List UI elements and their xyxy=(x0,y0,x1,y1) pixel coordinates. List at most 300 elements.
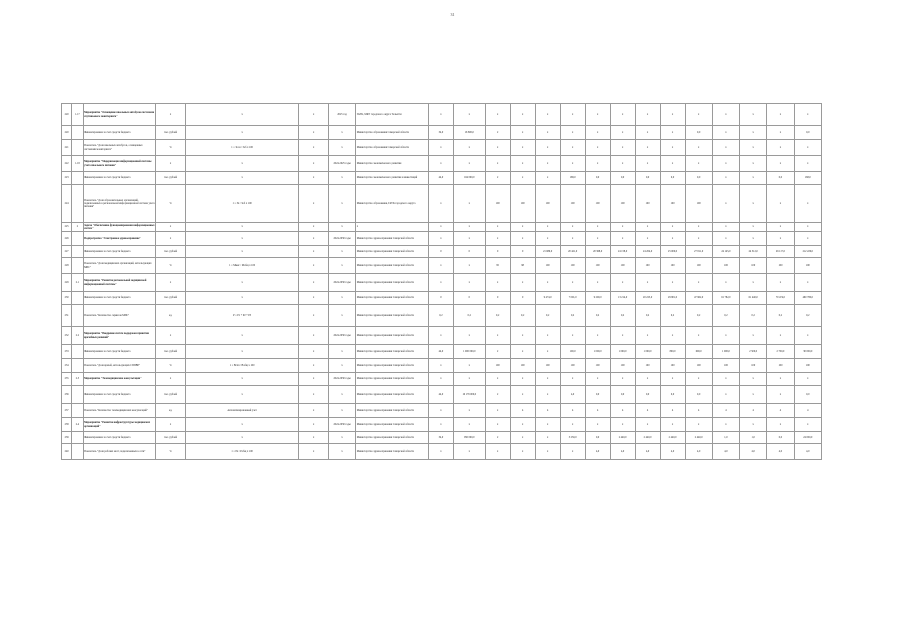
table-cell: 44,0 xyxy=(428,386,453,404)
table-cell: 3 250,0 xyxy=(560,432,585,444)
table-cell: Министерство здравоохранения Самарской области xyxy=(356,359,429,373)
table-cell: х xyxy=(453,156,485,172)
table-cell: 235 xyxy=(62,373,72,386)
table-cell: х xyxy=(299,404,329,418)
table-cell: 0,0 xyxy=(685,386,712,404)
table-cell: х xyxy=(299,172,329,185)
table-cell: х xyxy=(585,156,610,172)
table-cell: х xyxy=(660,327,685,345)
table-cell: ед. xyxy=(156,404,186,418)
table-cell: 4,0 xyxy=(660,444,685,460)
table-cell: 9 474,0 xyxy=(535,292,560,305)
table-cell: х xyxy=(156,327,186,345)
table-cell: х xyxy=(535,156,560,172)
table-cell: х xyxy=(328,432,355,444)
table-cell: 168,0 xyxy=(560,172,585,185)
table-cell: х xyxy=(740,156,767,172)
table-cell: 2 500,0 xyxy=(740,345,767,359)
table-cell: х xyxy=(156,156,186,172)
table-cell: х xyxy=(299,126,329,140)
table-cell: х xyxy=(635,223,660,232)
table-cell: х xyxy=(535,172,560,185)
table-cell: 0 xyxy=(485,292,510,305)
table-cell: х xyxy=(428,359,453,373)
table-cell: х xyxy=(453,373,485,386)
table-cell: Министерство здравоохранения Самарской области xyxy=(356,404,429,418)
table-cell: х xyxy=(635,232,660,246)
table-cell: х xyxy=(185,172,299,185)
table-cell: 2 440,0 xyxy=(635,432,660,444)
table-cell: 100 xyxy=(585,359,610,373)
table-cell: Министерство здравоохранения Самарской области xyxy=(356,386,429,404)
table-cell: 0,0 xyxy=(585,172,610,185)
table-cell: 0,2 xyxy=(585,305,610,327)
table-cell: х xyxy=(660,140,685,156)
program-table xyxy=(61,103,822,460)
table-cell: х xyxy=(535,327,560,345)
table-cell: х xyxy=(740,373,767,386)
table-cell: х xyxy=(328,140,355,156)
table-cell: 220 xyxy=(62,126,72,140)
table-cell: х xyxy=(535,444,560,460)
table-cell: 950 000,0 xyxy=(453,432,485,444)
table-cell: 212 226,0 xyxy=(794,246,821,258)
table-cell: х xyxy=(299,386,329,404)
table-cell: 100 xyxy=(560,359,585,373)
table-cell: ед. xyxy=(156,305,186,327)
table-cell: х xyxy=(328,126,355,140)
table-cell: 100 xyxy=(535,359,560,373)
table-row xyxy=(62,432,822,444)
table-cell: 232 xyxy=(62,327,72,345)
table-cell: % xyxy=(156,444,186,460)
table-cell: х xyxy=(740,327,767,345)
table-cell xyxy=(72,386,83,404)
table-cell: х xyxy=(610,223,635,232)
table-cell: 100 xyxy=(635,359,660,373)
table-cell: 2 440,0 xyxy=(610,432,635,444)
table-cell xyxy=(72,432,83,444)
table-row xyxy=(62,232,822,246)
table-cell xyxy=(72,140,83,156)
table-cell: х xyxy=(535,274,560,292)
table-cell: х xyxy=(610,373,635,386)
table-cell xyxy=(72,305,83,327)
table-cell: х xyxy=(510,432,535,444)
table-cell: х xyxy=(485,373,510,386)
table-cell: х xyxy=(428,104,453,126)
table-cell: 95 xyxy=(485,258,510,274)
table-cell: х xyxy=(299,327,329,345)
table-cell xyxy=(72,126,83,140)
table-cell: х xyxy=(328,444,355,460)
table-cell: 4,0 xyxy=(610,444,635,460)
table-cell: х xyxy=(485,444,510,460)
table-cell: х xyxy=(299,246,329,258)
table-cell: % xyxy=(156,258,186,274)
table-cell: тыс. рублей xyxy=(156,172,186,185)
table-cell xyxy=(72,359,83,373)
table-cell: 34,0 xyxy=(428,126,453,140)
table-cell: х xyxy=(535,345,560,359)
table-cell: х xyxy=(185,223,299,232)
table-cell: х xyxy=(156,274,186,292)
table-cell: Министерство экономического развития и инвестиций xyxy=(356,172,429,185)
table-cell: 0 xyxy=(428,246,453,258)
table-cell: х xyxy=(299,140,329,156)
table-cell: 236 xyxy=(62,386,72,404)
table-cell: х xyxy=(740,418,767,432)
table-cell: 2024-2030 годы xyxy=(328,418,355,432)
table-cell: 4,0 xyxy=(712,444,739,460)
table-cell: х xyxy=(560,126,585,140)
table-cell: х xyxy=(510,373,535,386)
table-cell: х xyxy=(156,373,186,386)
table-cell: х xyxy=(660,274,685,292)
table-cell: 100 xyxy=(510,359,535,373)
table-cell: 2.1 xyxy=(72,274,83,292)
table-cell: х xyxy=(685,140,712,156)
table-cell: х xyxy=(685,232,712,246)
row-description-cell: Мероприятие "Телемедицинские консультации" xyxy=(83,373,156,386)
table-cell: 100 xyxy=(510,185,535,223)
table-cell: х xyxy=(635,327,660,345)
table-row xyxy=(62,156,822,172)
table-cell: х xyxy=(660,223,685,232)
table-cell: 1,0 xyxy=(712,432,739,444)
table-cell: 234 xyxy=(62,359,72,373)
table-cell: х xyxy=(485,223,510,232)
table-cell: х xyxy=(185,274,299,292)
table-cell: х xyxy=(453,185,485,223)
row-description-cell: Финансирование за счет средств бюджета xyxy=(83,345,156,359)
table-cell: 4 xyxy=(767,404,794,418)
table-cell: х xyxy=(485,327,510,345)
table-cell: х xyxy=(660,418,685,432)
table-cell: 4 xyxy=(635,404,660,418)
table-cell: х xyxy=(635,156,660,172)
table-cell xyxy=(72,246,83,258)
table-cell: х xyxy=(299,418,329,432)
table-cell: 13 214,0 xyxy=(610,292,635,305)
table-cell: 25 000,0 xyxy=(660,246,685,258)
row-description-cell: Показатель "Доля медицинских организаций, использующих МИС" xyxy=(83,258,156,274)
table-cell: 30 000,0 xyxy=(794,345,821,359)
table-cell: Министерство образования Самарской области xyxy=(356,140,429,156)
table-cell: х xyxy=(740,386,767,404)
table-cell: х xyxy=(767,418,794,432)
table-cell: х xyxy=(428,404,453,418)
table-cell: 2024-2030 годы xyxy=(328,373,355,386)
table-row xyxy=(62,305,822,327)
table-cell: 1.18 xyxy=(72,156,83,172)
table-cell: х xyxy=(660,232,685,246)
table-cell: х xyxy=(485,104,510,126)
table-cell: 0 xyxy=(510,292,535,305)
row-description-cell: Показатель "Доля врачей, использующих СППВР" xyxy=(83,359,156,373)
table-cell: х xyxy=(185,232,299,246)
table-cell: Министерство здравоохранения Самарской области xyxy=(356,274,429,292)
table-cell: 20 421,0 xyxy=(560,246,585,258)
table-cell: х xyxy=(510,444,535,460)
table-cell: 100,0 xyxy=(560,345,585,359)
table-cell: х xyxy=(453,258,485,274)
table-cell: х xyxy=(185,327,299,345)
table-cell: 2.3 xyxy=(72,373,83,386)
table-cell: х xyxy=(328,172,355,185)
table-cell: 27 811,0 xyxy=(685,246,712,258)
table-cell: х xyxy=(185,246,299,258)
table-cell: х xyxy=(356,223,429,232)
table-cell: х xyxy=(510,223,535,232)
table-cell: 0,2 xyxy=(660,305,685,327)
table-cell: х xyxy=(510,386,535,404)
table-cell: тыс. рублей xyxy=(156,246,186,258)
row-description-cell: Мероприятие "Развитие региональной медицинской информационной системы" xyxy=(83,274,156,292)
table-row xyxy=(62,104,822,126)
table-cell: 1 = Зп / Зоб х 100 xyxy=(185,185,299,223)
table-cell: 4,0 xyxy=(685,444,712,460)
table-cell: х xyxy=(794,104,821,126)
table-cell: 0 xyxy=(453,292,485,305)
table-cell: 1 000 000,0 xyxy=(453,345,485,359)
table-row xyxy=(62,327,822,345)
table-cell: 0,2 xyxy=(794,305,821,327)
table-cell: х xyxy=(299,258,329,274)
table-cell: х xyxy=(510,274,535,292)
table-cell: 4,0 xyxy=(767,444,794,460)
table-cell: 800,0 xyxy=(660,345,685,359)
table-cell: х xyxy=(299,223,329,232)
table-cell: х xyxy=(185,292,299,305)
table-cell: 0,0 xyxy=(585,432,610,444)
table-cell xyxy=(72,444,83,460)
table-cell: х xyxy=(428,444,453,460)
table-cell: 228 xyxy=(62,258,72,274)
table-cell: 100 xyxy=(794,359,821,373)
table-cell: х xyxy=(585,104,610,126)
table-cell: 4 xyxy=(794,404,821,418)
row-description-cell: Показатель "Доля образовательных организаций, подключенных к региональной информационной системе учета питания" xyxy=(83,185,156,223)
table-cell: х xyxy=(585,418,610,432)
table-cell: 220 xyxy=(62,104,72,126)
table-cell: х xyxy=(428,418,453,432)
table-cell: 2 440,0 xyxy=(685,432,712,444)
table-cell: х xyxy=(535,386,560,404)
table-cell: х xyxy=(299,156,329,172)
table-cell: 4 xyxy=(740,404,767,418)
table-cell: х xyxy=(585,126,610,140)
table-cell: Министерство здравоохранения Самарской области xyxy=(356,258,429,274)
table-cell: 2024-2030 годы xyxy=(328,327,355,345)
table-cell: х xyxy=(794,223,821,232)
table-cell: 2025 год xyxy=(328,104,355,126)
table-cell: 4,0 xyxy=(794,444,821,460)
table-cell: 2024-2030 годы xyxy=(328,232,355,246)
table-cell: х xyxy=(299,359,329,373)
table-cell: х xyxy=(299,232,329,246)
table-cell: х xyxy=(767,156,794,172)
table-cell: 0,2 xyxy=(453,305,485,327)
table-cell: 0,0 xyxy=(767,172,794,185)
table-cell: х xyxy=(740,140,767,156)
row-description-cell: Задача "Обеспечение функционирования информационных систем" xyxy=(84,223,155,230)
table-cell: Министерство здравоохранения Самарской области xyxy=(356,327,429,345)
table-cell: 2024-2025 годы xyxy=(328,156,355,172)
table-cell: х xyxy=(685,104,712,126)
table-cell: 2024-2030 годы xyxy=(328,274,355,292)
table-cell: 24 158,0 xyxy=(610,246,635,258)
table-cell: 0 xyxy=(453,246,485,258)
table-cell: 1,0 xyxy=(740,432,767,444)
row-description-cell: Финансирование за счет средств бюджета xyxy=(83,432,156,444)
table-cell: х xyxy=(485,274,510,292)
table-row xyxy=(62,444,822,460)
table-cell: х xyxy=(428,373,453,386)
table-cell: 224 xyxy=(62,185,72,223)
table-cell: 34,0 xyxy=(428,432,453,444)
table-cell: х xyxy=(560,444,585,460)
table-cell: х xyxy=(328,305,355,327)
table-cell: 21 689,0 xyxy=(535,246,560,258)
table-cell: 70 474,0 xyxy=(767,292,794,305)
table-cell: 4,0 xyxy=(560,386,585,404)
table-cell: Министерство здравоохранения Самарской области xyxy=(356,292,429,305)
table-cell: 0 xyxy=(485,246,510,258)
table-cell: 1 000,0 xyxy=(635,345,660,359)
table-cell: 100 xyxy=(794,258,821,274)
table-row xyxy=(62,345,822,359)
table-cell: х xyxy=(610,140,635,156)
table-cell: х xyxy=(428,232,453,246)
table-cell: 0,2 xyxy=(510,305,535,327)
table-cell: х xyxy=(585,140,610,156)
table-cell: х xyxy=(535,232,560,246)
table-cell: 1 = Ммис / Мобщ х 100 xyxy=(185,258,299,274)
table-cell: х xyxy=(510,418,535,432)
table-cell: х xyxy=(485,156,510,172)
table-cell: 237 xyxy=(62,404,72,418)
table-cell: х xyxy=(560,140,585,156)
table-cell: 223 xyxy=(62,172,72,185)
table-cell: х xyxy=(712,140,739,156)
table-cell: 16 800,0 xyxy=(453,126,485,140)
row-description-cell: Показатель "Доля рабочих мест, подключенных к сети" xyxy=(83,444,156,460)
table-cell: х xyxy=(560,327,585,345)
table-cell: 2 xyxy=(485,126,510,140)
table-cell: 4 xyxy=(510,404,535,418)
table-cell: 233 xyxy=(62,345,72,359)
table-cell: х xyxy=(299,432,329,444)
table-cell: 4 xyxy=(585,404,610,418)
table-cell: х xyxy=(610,327,635,345)
table-cell: х xyxy=(299,345,329,359)
table-cell: х xyxy=(635,274,660,292)
table-row xyxy=(62,373,822,386)
table-cell: 1 000,0 xyxy=(610,345,635,359)
table-cell: х xyxy=(535,418,560,432)
table-cell: х xyxy=(453,444,485,460)
table-cell: тыс. рублей xyxy=(156,386,186,404)
table-cell: 100 xyxy=(660,185,685,223)
table-cell: х xyxy=(660,156,685,172)
table-cell: 100 xyxy=(767,359,794,373)
table-cell: х xyxy=(185,386,299,404)
table-cell: х xyxy=(685,418,712,432)
table-cell: х xyxy=(428,185,453,223)
table-cell: 600,0 xyxy=(685,345,712,359)
table-cell: 100 xyxy=(585,258,610,274)
table-cell: х xyxy=(712,223,739,232)
table-cell: 0,0 xyxy=(635,172,660,185)
table-cell: Министерство здравоохранения Самарской области xyxy=(356,444,429,460)
table-cell: х xyxy=(767,373,794,386)
table-cell: х xyxy=(740,232,767,246)
table-cell: х xyxy=(510,327,535,345)
table-cell: 0,2 xyxy=(685,305,712,327)
table-cell: 0,2 xyxy=(560,305,585,327)
table-cell: 1 = Зосн / Зоб х 100 xyxy=(185,140,299,156)
table-cell: Министерство здравоохранения Самарской области xyxy=(356,432,429,444)
table-cell: х xyxy=(156,418,186,432)
table-cell: х xyxy=(535,140,560,156)
table-cell: х xyxy=(767,140,794,156)
table-cell: х xyxy=(585,373,610,386)
row-description-cell: Финансирование за счет средств бюджета xyxy=(83,246,156,258)
table-cell: х xyxy=(712,418,739,432)
table-cell: 226 xyxy=(62,232,72,246)
table-cell: х xyxy=(660,126,685,140)
table-cell: 0,0 xyxy=(794,386,821,404)
table-cell: 1 = Вспп / Вобщ х 100 xyxy=(185,359,299,373)
table-cell: х xyxy=(767,104,794,126)
table-cell: 100 xyxy=(685,185,712,223)
table-cell: 2 xyxy=(72,223,83,232)
table-cell: 26 117,0 xyxy=(767,246,794,258)
row-description-cell: Финансирование за счет средств бюджета xyxy=(83,172,156,185)
table-cell: тыс. рублей xyxy=(156,345,186,359)
table-cell: 1 000,0 xyxy=(712,345,739,359)
table-cell: 0,2 xyxy=(610,305,635,327)
table-cell: х xyxy=(712,185,739,223)
table-cell: 0,0 xyxy=(635,386,660,404)
table-cell: х xyxy=(767,232,794,246)
table-cell: 460 780,0 xyxy=(794,292,821,305)
table-cell: х xyxy=(635,126,660,140)
table-cell: Министерство здравоохранения Самарской области xyxy=(356,373,429,386)
table-cell: Министерство образования Самарской области xyxy=(356,126,429,140)
table-cell xyxy=(72,345,83,359)
table-cell: 227 xyxy=(62,246,72,258)
table-cell: 0,0 xyxy=(660,386,685,404)
table-cell: х xyxy=(712,274,739,292)
table-cell: х xyxy=(712,172,739,185)
table-cell: х xyxy=(428,156,453,172)
table-cell: х xyxy=(740,223,767,232)
table-cell: х xyxy=(299,305,329,327)
table-cell: х xyxy=(712,232,739,246)
table-cell: х xyxy=(794,418,821,432)
table-cell: х xyxy=(328,292,355,305)
table-cell: 225 xyxy=(62,223,72,232)
table-cell: 0,0 xyxy=(685,172,712,185)
table-cell: Р = Р1 + Р2 + Р3 xyxy=(185,305,299,327)
table-cell: 231 xyxy=(62,305,72,327)
row-description-cell: Показатель "Количество телемедицинских консультаций" xyxy=(83,404,156,418)
table-cell: х xyxy=(712,156,739,172)
table-cell: х xyxy=(299,185,329,223)
table-cell: х xyxy=(610,156,635,172)
